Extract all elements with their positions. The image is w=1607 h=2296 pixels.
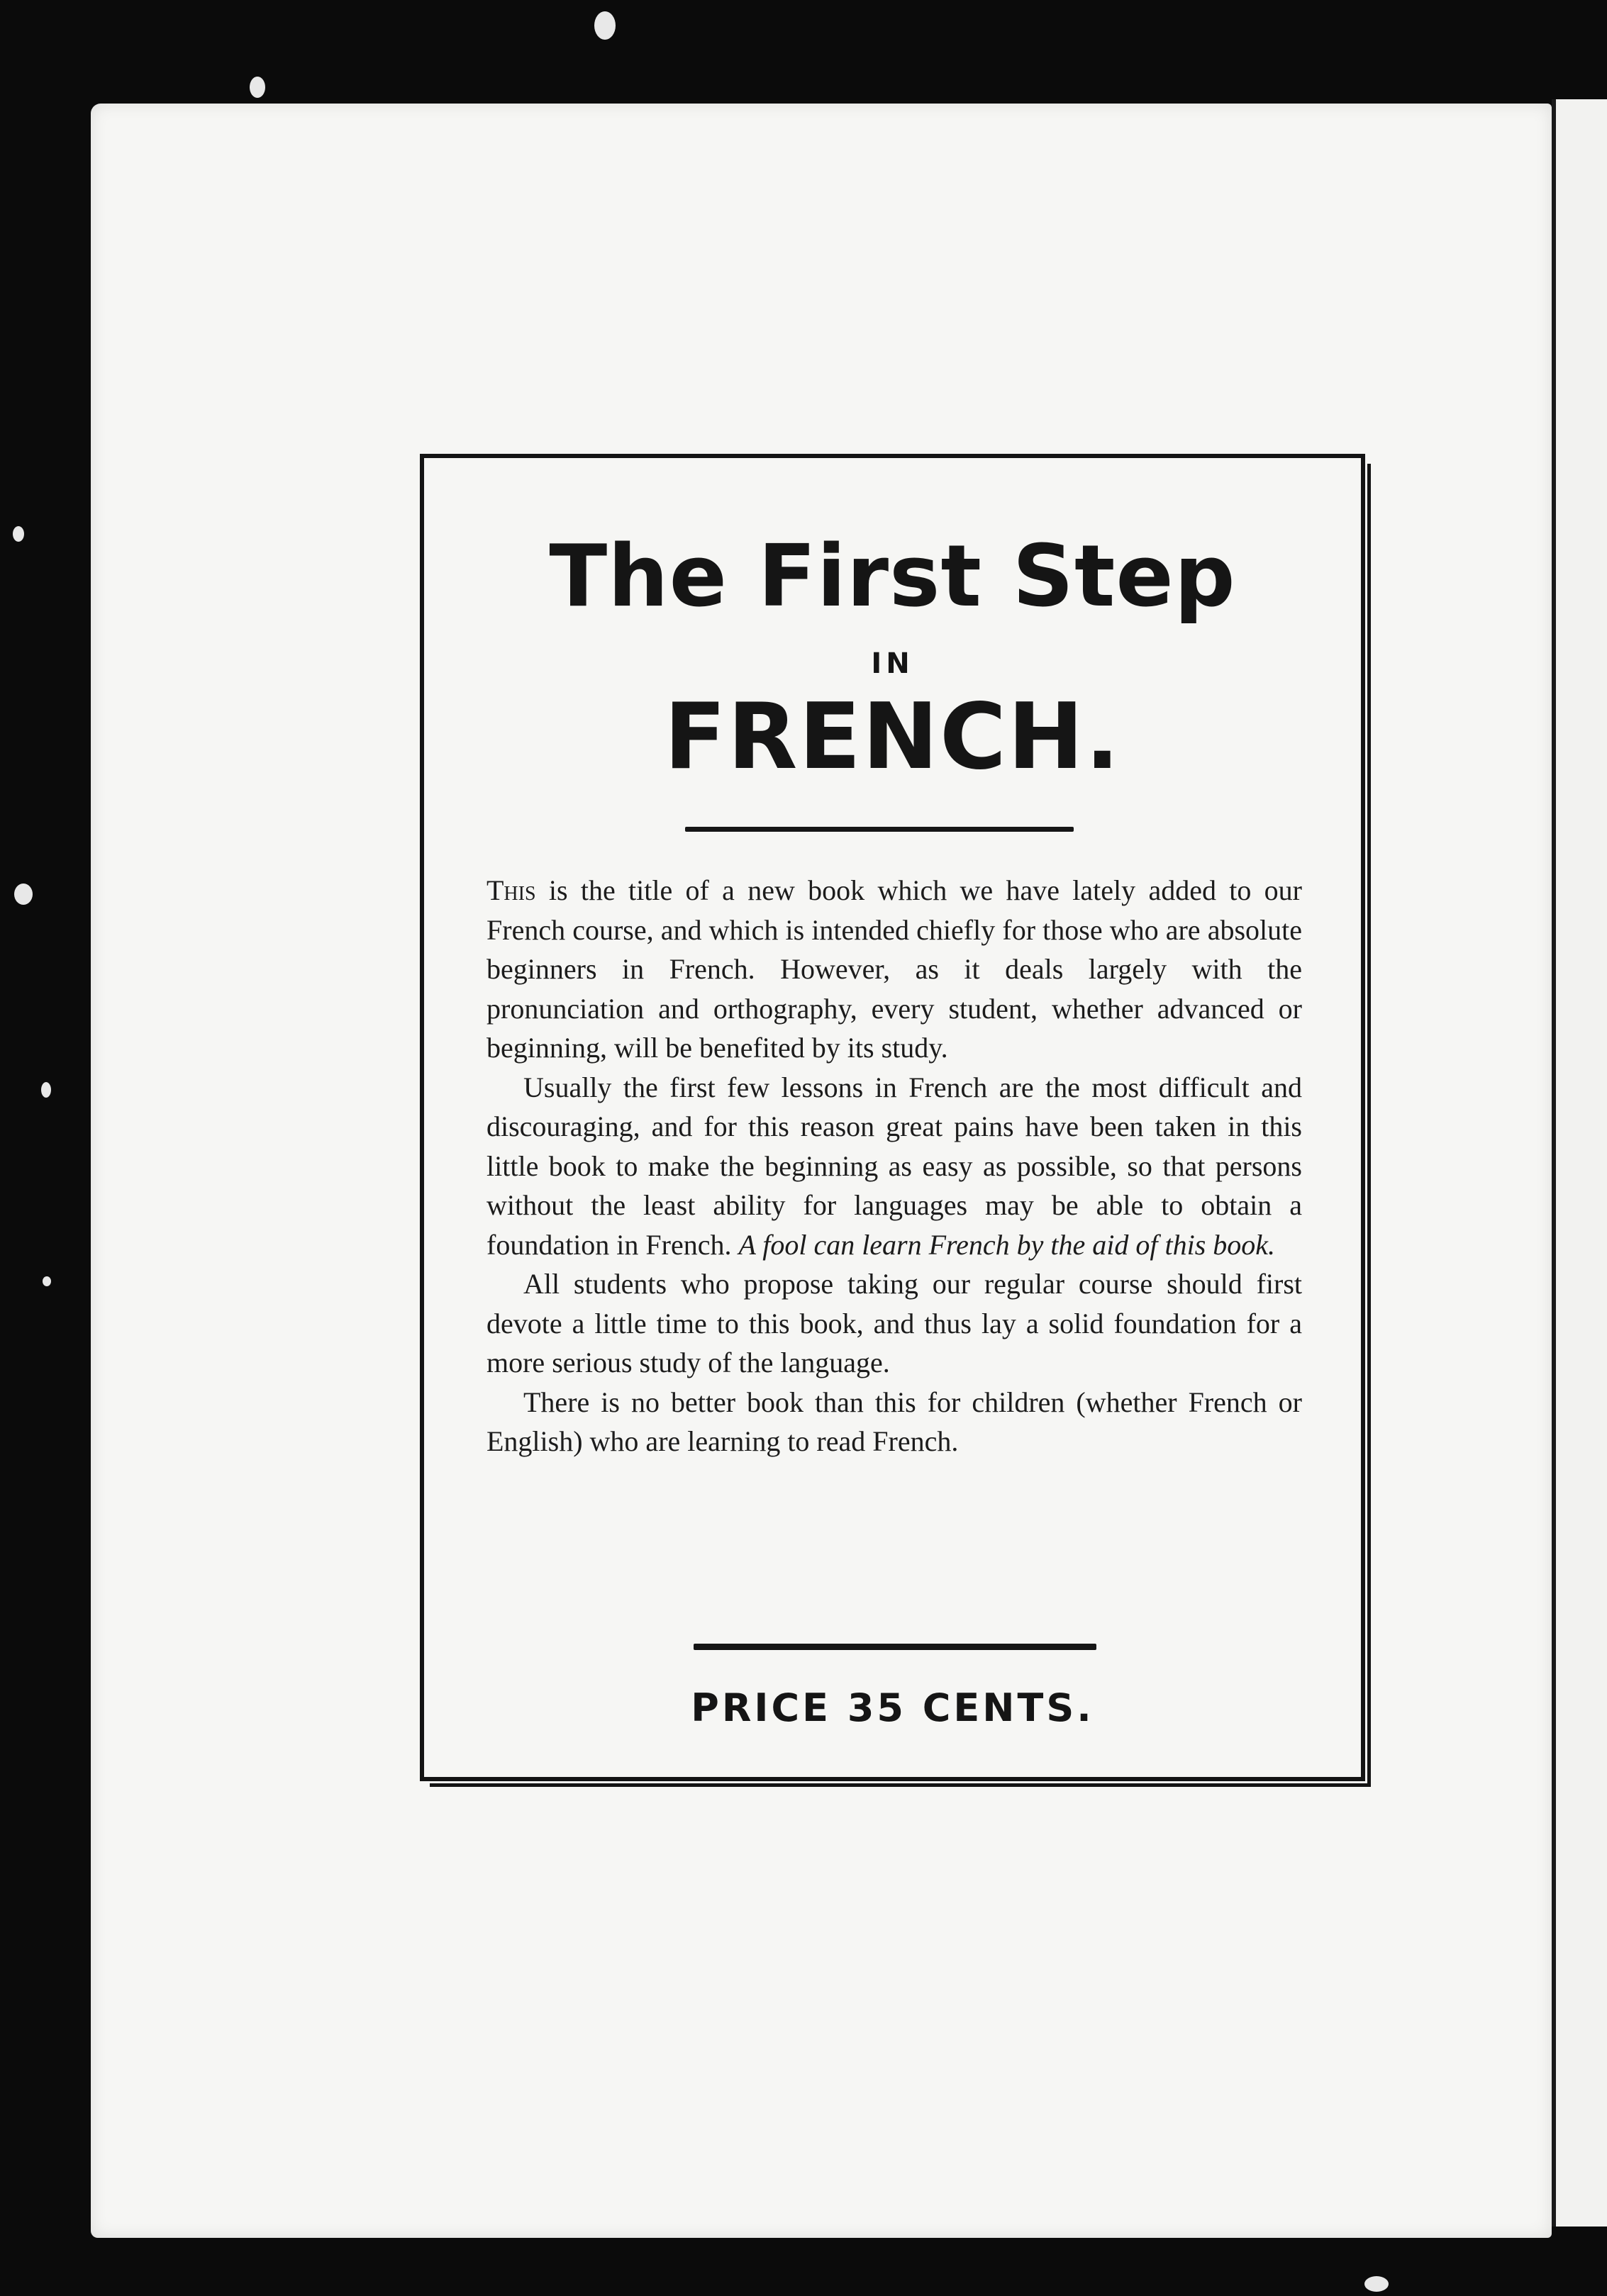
adjacent-page-edge: [1552, 99, 1607, 2227]
scan-speck: [13, 526, 24, 542]
advertisement-frame: [420, 454, 1365, 1781]
ad-title: The First Step: [549, 528, 1236, 626]
paragraph-2-text: Usually the first few lessons in French are the most difficult and discouraging, and for this reason great pains have been taken in this little book to make the beginning as easy as possible, so that persons without the least ability for languages may be able to obtain a foundation in French.: [486, 1071, 1302, 1261]
paragraph-4: There is no better book than this for children (whether French or English) who are learning to read French.: [486, 1386, 1302, 1457]
price-line: PRICE 35 CENTS.: [691, 1685, 1094, 1730]
scan-speck: [594, 11, 616, 40]
paragraph-2-italic: A fool can learn French by the aid of this book.: [738, 1228, 1276, 1261]
paragraph-3: All students who propose taking our regular course should first devote a little time to this book, and thus lay a solid foundation for a more serious study of the language.: [486, 1268, 1302, 1378]
ad-title-connector: IN: [871, 647, 914, 680]
paragraph-2: [486, 1068, 1302, 1265]
scan-speck: [1364, 2276, 1389, 2292]
scan-speck: [41, 1082, 51, 1098]
decorative-rule-bottom: [694, 1644, 1096, 1650]
paragraph-1-text: is the title of a new book which we have lately added to our French course, and which is intended chiefly for those who are absolute beginners in French. However, as it deals largely with the pronunciation and orthography, every student, whether advanced or beginning, will be benefited by its study.: [486, 874, 1302, 1064]
scan-speck: [250, 77, 265, 98]
scan-speck: [14, 884, 33, 905]
ad-title-subject: FRENCH.: [664, 684, 1121, 790]
paragraph-1: [486, 871, 1302, 1068]
scan-speck: [43, 1276, 51, 1286]
ad-body: [486, 871, 1302, 1461]
decorative-rule-top: [685, 827, 1074, 832]
paragraph-1-lead: This: [486, 874, 536, 906]
